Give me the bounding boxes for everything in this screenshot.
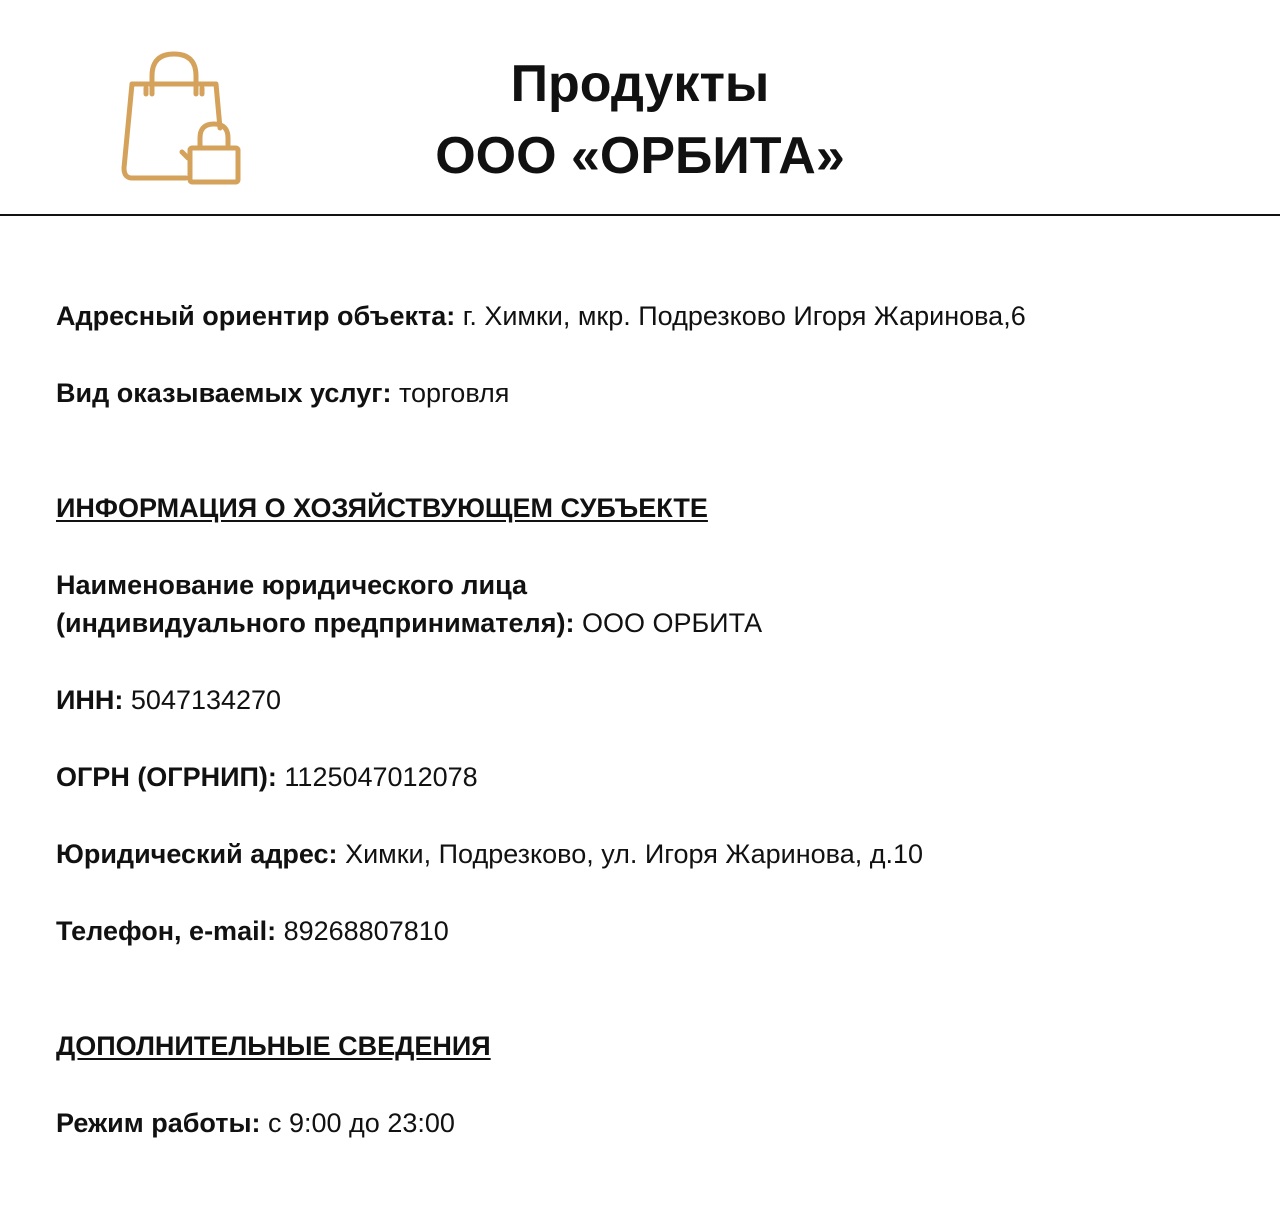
title-line-1: Продукты [510, 55, 770, 113]
inn-label: ИНН: [56, 685, 124, 715]
title-line-2: ООО «ОРБИТА» [435, 127, 845, 185]
service-label: Вид оказываемых услуг: [56, 378, 392, 408]
ogrn-value: 1125047012078 [276, 762, 478, 792]
address-value: г. Химки, мкр. Подрезково Игоря Жаринова,6 [455, 301, 1026, 331]
entity-name-label-1: Наименование юридического лица [56, 570, 528, 600]
ogrn-row [56, 758, 478, 796]
entity-name-label-line-1 [56, 566, 527, 604]
entity-name-value: ООО ОРБИТА [574, 608, 763, 638]
hours-label: Режим работы: [56, 1108, 261, 1138]
inn-row [56, 681, 281, 719]
hours-value: с 9:00 до 23:00 [260, 1108, 455, 1138]
legal-address-label: Юридический адрес: [56, 839, 338, 869]
address-label: Адресный ориентир объекта: [56, 301, 456, 331]
phone-value: 89268807810 [276, 916, 449, 946]
hours-row [56, 1104, 455, 1142]
entity-name-label-2: (индивидуального предпринимателя): [56, 608, 575, 638]
address-row [56, 297, 1026, 335]
service-row [56, 374, 509, 412]
service-value: торговля [391, 378, 510, 408]
additional-section-heading: ДОПОЛНИТЕЛЬНЫЕ СВЕДЕНИЯ [56, 1031, 491, 1061]
entity-name-row [56, 604, 762, 642]
phone-row [56, 912, 449, 950]
phone-label: Телефон, e-mail: [56, 916, 277, 946]
page-title [0, 48, 1280, 192]
legal-address-row [56, 835, 923, 873]
inn-value: 5047134270 [123, 685, 282, 715]
ogrn-label: ОГРН (ОГРНИП): [56, 762, 277, 792]
entity-section-heading: ИНФОРМАЦИЯ О ХОЗЯЙСТВУЮЩЕМ СУБЪЕКТЕ [56, 493, 708, 523]
header [0, 0, 1280, 216]
legal-address-value: Химки, Подрезково, ул. Игоря Жаринова, д.10 [337, 839, 924, 869]
